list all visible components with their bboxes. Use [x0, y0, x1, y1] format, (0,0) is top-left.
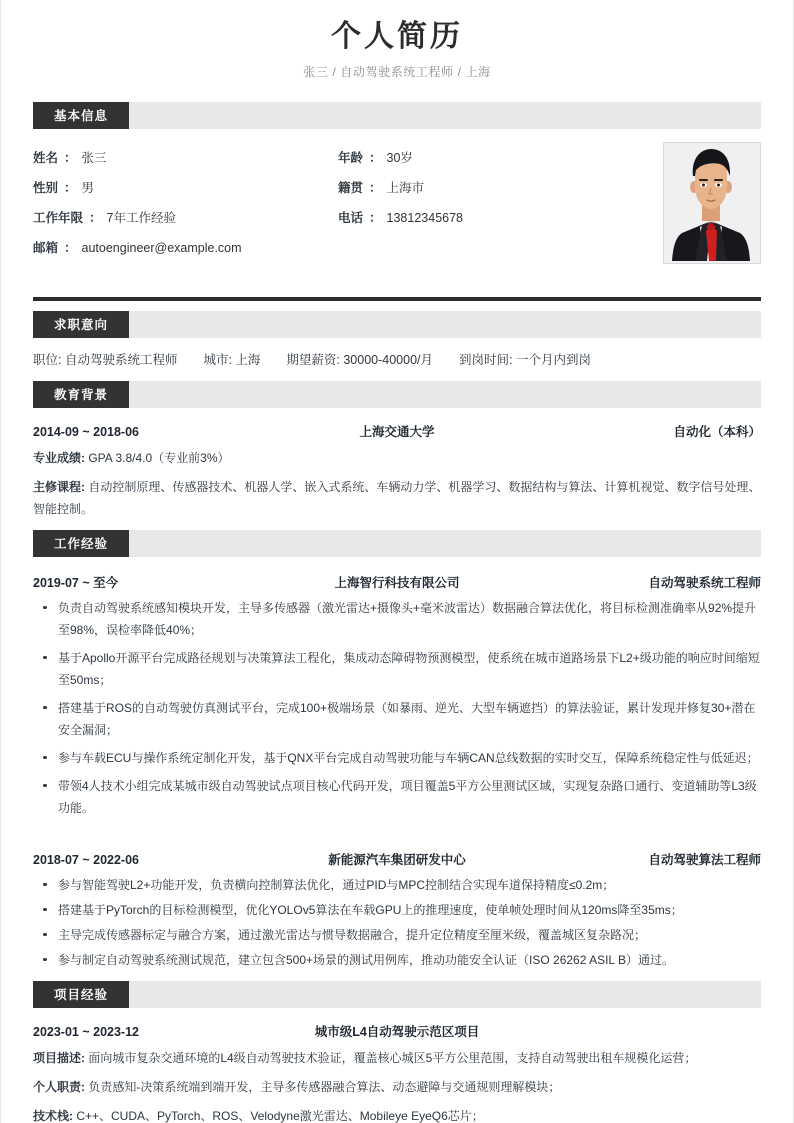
section-title-project: 项目经验	[33, 981, 129, 1008]
page-title: 个人简历	[331, 20, 463, 53]
education-gpa-label: 专业成绩:	[33, 450, 85, 465]
field-email	[33, 233, 643, 263]
work-role: 自动驾驶系统工程师	[648, 575, 761, 590]
work-entry	[33, 559, 761, 819]
job-intention-row	[33, 338, 761, 371]
section-header-basic	[33, 102, 761, 129]
field-experience-years-value: 7年工作经验	[106, 210, 176, 225]
list-item: 基于Apollo开源平台完成路径规划与决策算法工程化，集成动态障碍物预测模型，使系统在城市道路场景下L2+级功能的响应时间缩短至50ms；	[33, 647, 761, 691]
field-age	[338, 143, 643, 173]
colon: ：	[369, 210, 382, 225]
list-item: 参与智能驾驶L2+功能开发，负责横向控制算法优化，通过PID与MPC控制结合实现车道保持精度≤0.2m；	[33, 874, 761, 896]
field-age-label: 年龄	[338, 150, 364, 165]
field-email-value: autoengineer@example.com	[81, 240, 242, 255]
field-hometown	[338, 173, 643, 203]
portrait-photo-icon	[664, 143, 758, 261]
work-entry	[33, 836, 761, 971]
project-duty-label: 个人职责:	[33, 1079, 85, 1094]
field-age-value: 30岁	[386, 150, 413, 165]
field-phone-label: 电话	[338, 210, 364, 225]
project-date: 2023-01 ~ 2023-12	[33, 1024, 139, 1039]
education-entry-header	[33, 408, 761, 440]
work-role: 自动驾驶算法工程师	[648, 852, 761, 867]
section-header-education	[33, 381, 761, 408]
section-title-education: 教育背景	[33, 381, 129, 408]
project-duty-value: 负责感知-决策系统端到端开发，主导多传感器融合算法、动态避障与交通规则理解模块；	[85, 1079, 561, 1094]
list-item: 参与制定自动驾驶系统测试规范，建立包含500+场景的测试用例库，推动功能安全认证（ISO 26262 ASIL B）通过。	[33, 949, 761, 971]
field-phone-value: 13812345678	[386, 210, 464, 225]
page-content	[13, 0, 781, 1123]
work-entry-header	[33, 836, 761, 868]
work-date: 2018-07 ~ 2022-06	[33, 852, 139, 867]
work-bullet-list	[33, 597, 761, 819]
list-item: 负责自动驾驶系统感知模块开发，主导多传感器（激光雷达+摄像头+毫米波雷达）数据融合算法优化，将目标检测准确率从92%提升至98%，误检率降低40%；	[33, 597, 761, 641]
education-gpa-row	[33, 440, 761, 469]
field-name-label: 姓名	[33, 150, 59, 165]
section-title-work: 工作经验	[33, 530, 129, 557]
section-divider	[33, 297, 761, 301]
basic-info-grid	[33, 143, 643, 263]
work-bullet-list	[33, 874, 761, 971]
work-company: 上海智行科技有限公司	[334, 575, 460, 590]
colon: ：	[64, 180, 77, 195]
education-major: 自动化（本科）	[673, 424, 761, 439]
list-item: 搭建基于PyTorch的目标检测模型，优化YOLOv5算法在车载GPU上的推理速度，使单帧处理时间从120ms降至35ms；	[33, 899, 761, 921]
field-gender-label: 性别	[33, 180, 59, 195]
project-description-value: 面向城市复杂交通环境的L4级自动驾驶技术验证，覆盖核心城区5平方公里范围，支持自动驾驶出租车规模化运营；	[85, 1050, 697, 1065]
project-description-label: 项目描述:	[33, 1050, 85, 1065]
field-name	[33, 143, 338, 173]
project-entry-header	[33, 1008, 761, 1040]
project-stack-value: C++、CUDA、PyTorch、ROS、Velodyne激光雷达、Mobileye EyeQ6芯片；	[73, 1108, 484, 1123]
colon: ：	[64, 150, 77, 165]
colon: ：	[64, 240, 77, 255]
project-duty-row	[33, 1069, 761, 1098]
section-title-intention: 求职意向	[33, 311, 129, 338]
work-entry-header	[33, 559, 761, 591]
section-header-project	[33, 981, 761, 1008]
intention-city: 城市: 上海	[203, 352, 261, 367]
intention-position: 职位: 自动驾驶系统工程师	[33, 352, 178, 367]
field-experience-years	[33, 203, 338, 233]
field-hometown-label: 籍贯	[338, 180, 364, 195]
colon: ：	[369, 150, 382, 165]
field-gender-value: 男	[81, 180, 95, 195]
resume-header	[33, 0, 761, 92]
page-subtitle: 张三 / 自动驾驶系统工程师 / 上海	[303, 64, 491, 79]
field-experience-years-label: 工作年限	[33, 210, 84, 225]
colon: ：	[369, 180, 382, 195]
list-item: 搭建基于ROS的自动驾驶仿真测试平台，完成100+极端场景（如暴雨、逆光、大型车辆遮挡）的算法验证，累计发现并修复30+潜在安全漏洞；	[33, 697, 761, 741]
project-name: 城市级L4自动驾驶示范区项目	[314, 1024, 480, 1039]
field-name-value: 张三	[81, 150, 107, 165]
education-courses-value: 自动控制原理、传感器技术、机器人学、嵌入式系统、车辆动力学、机器学习、数据结构与算法、计算机视觉、数字信号处理、智能控制。	[33, 479, 761, 516]
section-header-work	[33, 530, 761, 557]
field-hometown-value: 上海市	[386, 180, 425, 195]
intention-salary: 期望薪资: 30000-40000/月	[286, 352, 434, 367]
list-item: 主导完成传感器标定与融合方案，通过激光雷达与惯导数据融合，提升定位精度至厘米级，覆盖城区复杂路况；	[33, 924, 761, 946]
field-phone	[338, 203, 643, 233]
colon: ：	[89, 210, 102, 225]
education-courses-label: 主修课程:	[33, 479, 85, 494]
education-gpa-value: GPA 3.8/4.0（专业前3%）	[85, 450, 230, 465]
work-date: 2019-07 ~ 至今	[33, 575, 119, 590]
education-date: 2014-09 ~ 2018-06	[33, 424, 139, 439]
list-item: 带领4人技术小组完成某城市级自动驾驶试点项目核心代码开发，项目覆盖5平方公里测试区域，实现复杂路口通行、变道辅助等L3级功能。	[33, 775, 761, 819]
section-header-intention	[33, 311, 761, 338]
education-courses-row	[33, 469, 761, 520]
basic-info-block	[33, 129, 761, 283]
avatar	[663, 142, 761, 264]
section-title-basic: 基本信息	[33, 102, 129, 129]
field-gender	[33, 173, 338, 203]
project-stack-row	[33, 1098, 761, 1123]
education-school: 上海交通大学	[359, 424, 435, 439]
work-company: 新能源汽车集团研发中心	[328, 852, 466, 867]
project-stack-label: 技术栈:	[33, 1108, 73, 1123]
field-email-label: 邮箱	[33, 240, 59, 255]
intention-onboard: 到岗时间: 一个月内到岗	[459, 352, 591, 367]
list-item: 参与车载ECU与操作系统定制化开发，基于QNX平台完成自动驾驶功能与车辆CAN总线数据的实时交互，保障系统稳定性与低延迟；	[33, 747, 761, 769]
project-description-row	[33, 1040, 761, 1069]
